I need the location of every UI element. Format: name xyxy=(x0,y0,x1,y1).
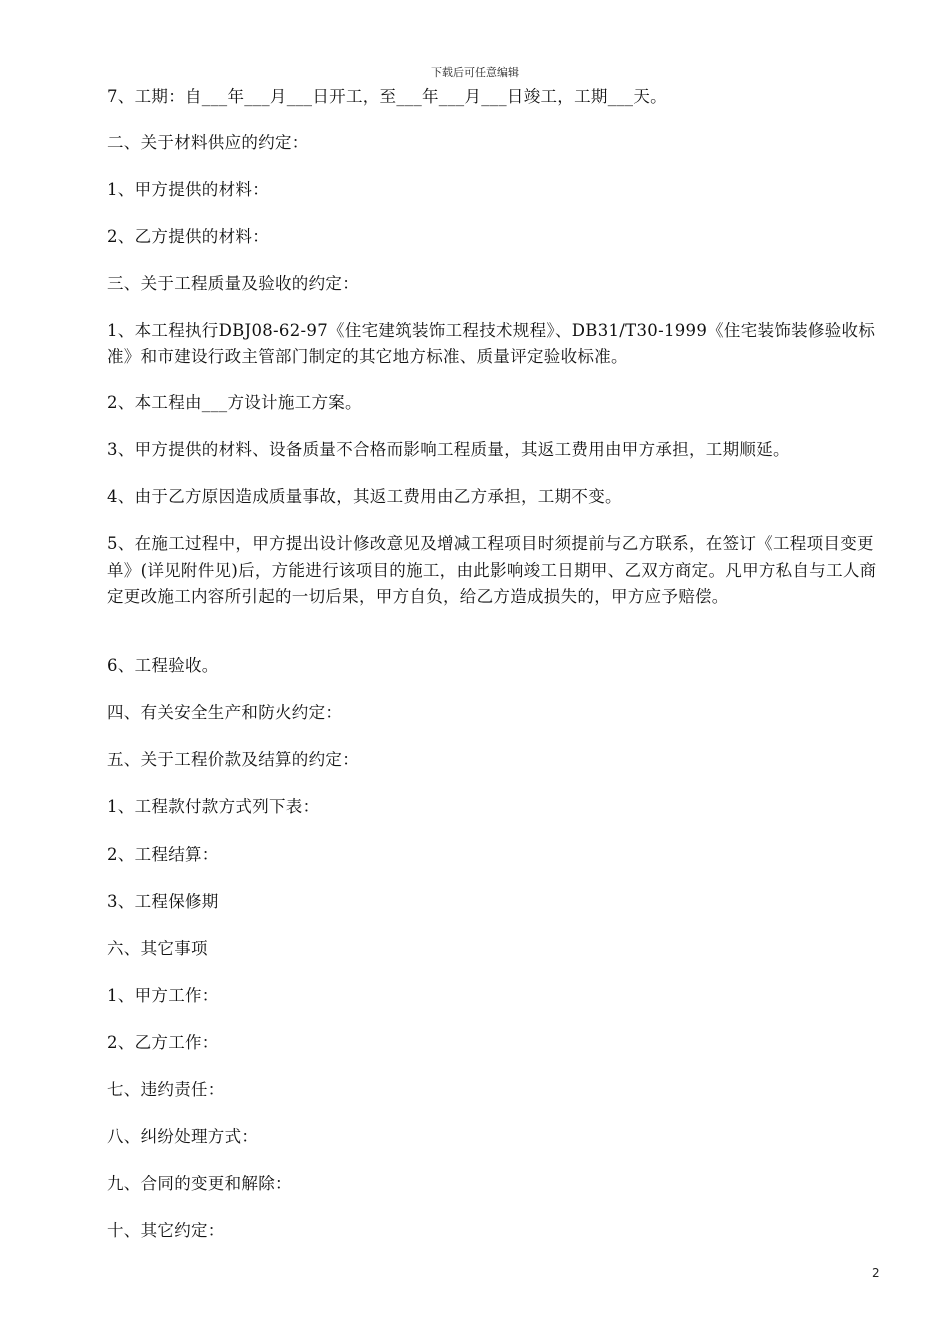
clause-settlement: 2、工程结算： xyxy=(107,845,219,864)
section-contract-change: 九、合同的变更和解除： xyxy=(107,1174,292,1193)
section-other-agreements: 十、其它约定： xyxy=(107,1221,225,1240)
clause-party-a-material-defects: 3、甲方提供的材料、设备质量不合格而影响工程质量，其返工费用由甲方承担，工期顺延。 xyxy=(107,440,790,459)
section-material-supply: 二、关于材料供应的约定： xyxy=(107,133,309,152)
clause-warranty-period: 3、工程保修期 xyxy=(107,892,219,911)
page-header-note: 下载后可任意编辑 xyxy=(431,66,519,79)
clause-design-scheme: 2、本工程由___方设计施工方案。 xyxy=(107,393,362,412)
clause-party-b-materials: 2、乙方提供的材料： xyxy=(107,227,269,246)
clause-party-b-quality-accident: 4、由于乙方原因造成质量事故，其返工费用由乙方承担，工期不变。 xyxy=(107,487,622,506)
section-breach-liability: 七、违约责任： xyxy=(107,1080,225,1099)
page-number: 2 xyxy=(872,1266,880,1280)
section-other-matters: 六、其它事项 xyxy=(107,939,208,958)
clause-party-a-work: 1、甲方工作： xyxy=(107,986,219,1005)
clause-party-b-work: 2、乙方工作： xyxy=(107,1033,219,1052)
clause-standards: 1、本工程执行DBJ08-62-97《住宅建筑装饰工程技术规程》、DB31/T30-1999《住宅装饰装修验收标准》和市建设行政主管部门制定的其它地方标准、质量评定验收标准。 xyxy=(107,321,876,366)
clause-design-changes: 5、在施工过程中，甲方提出设计修改意见及增减工程项目时须提前与乙方联系，在签订《工程项目变更单》(详见附件见)后，方能进行该项目的施工，由此影响竣工日期甲、乙双方商定。凡甲方私自与工人商定更改施工内容所引起的一切后果，甲方自负，给乙方造成损失的，甲方应予赔偿。 xyxy=(107,534,877,606)
section-safety-fire: 四、有关安全生产和防火约定： xyxy=(107,703,343,722)
clause-party-a-materials: 1、甲方提供的材料： xyxy=(107,180,269,199)
section-price-settlement: 五、关于工程价款及结算的约定： xyxy=(107,750,359,769)
section-dispute-resolution: 八、纠纷处理方式： xyxy=(107,1127,259,1146)
clause-construction-period: 7、工期：自___年___月___日开工，至___年___月___日竣工，工期___天。 xyxy=(107,87,667,106)
section-quality-acceptance: 三、关于工程质量及验收的约定： xyxy=(107,274,359,293)
clause-payment-method: 1、工程款付款方式列下表： xyxy=(107,797,320,816)
clause-acceptance: 6、工程验收。 xyxy=(107,656,219,675)
